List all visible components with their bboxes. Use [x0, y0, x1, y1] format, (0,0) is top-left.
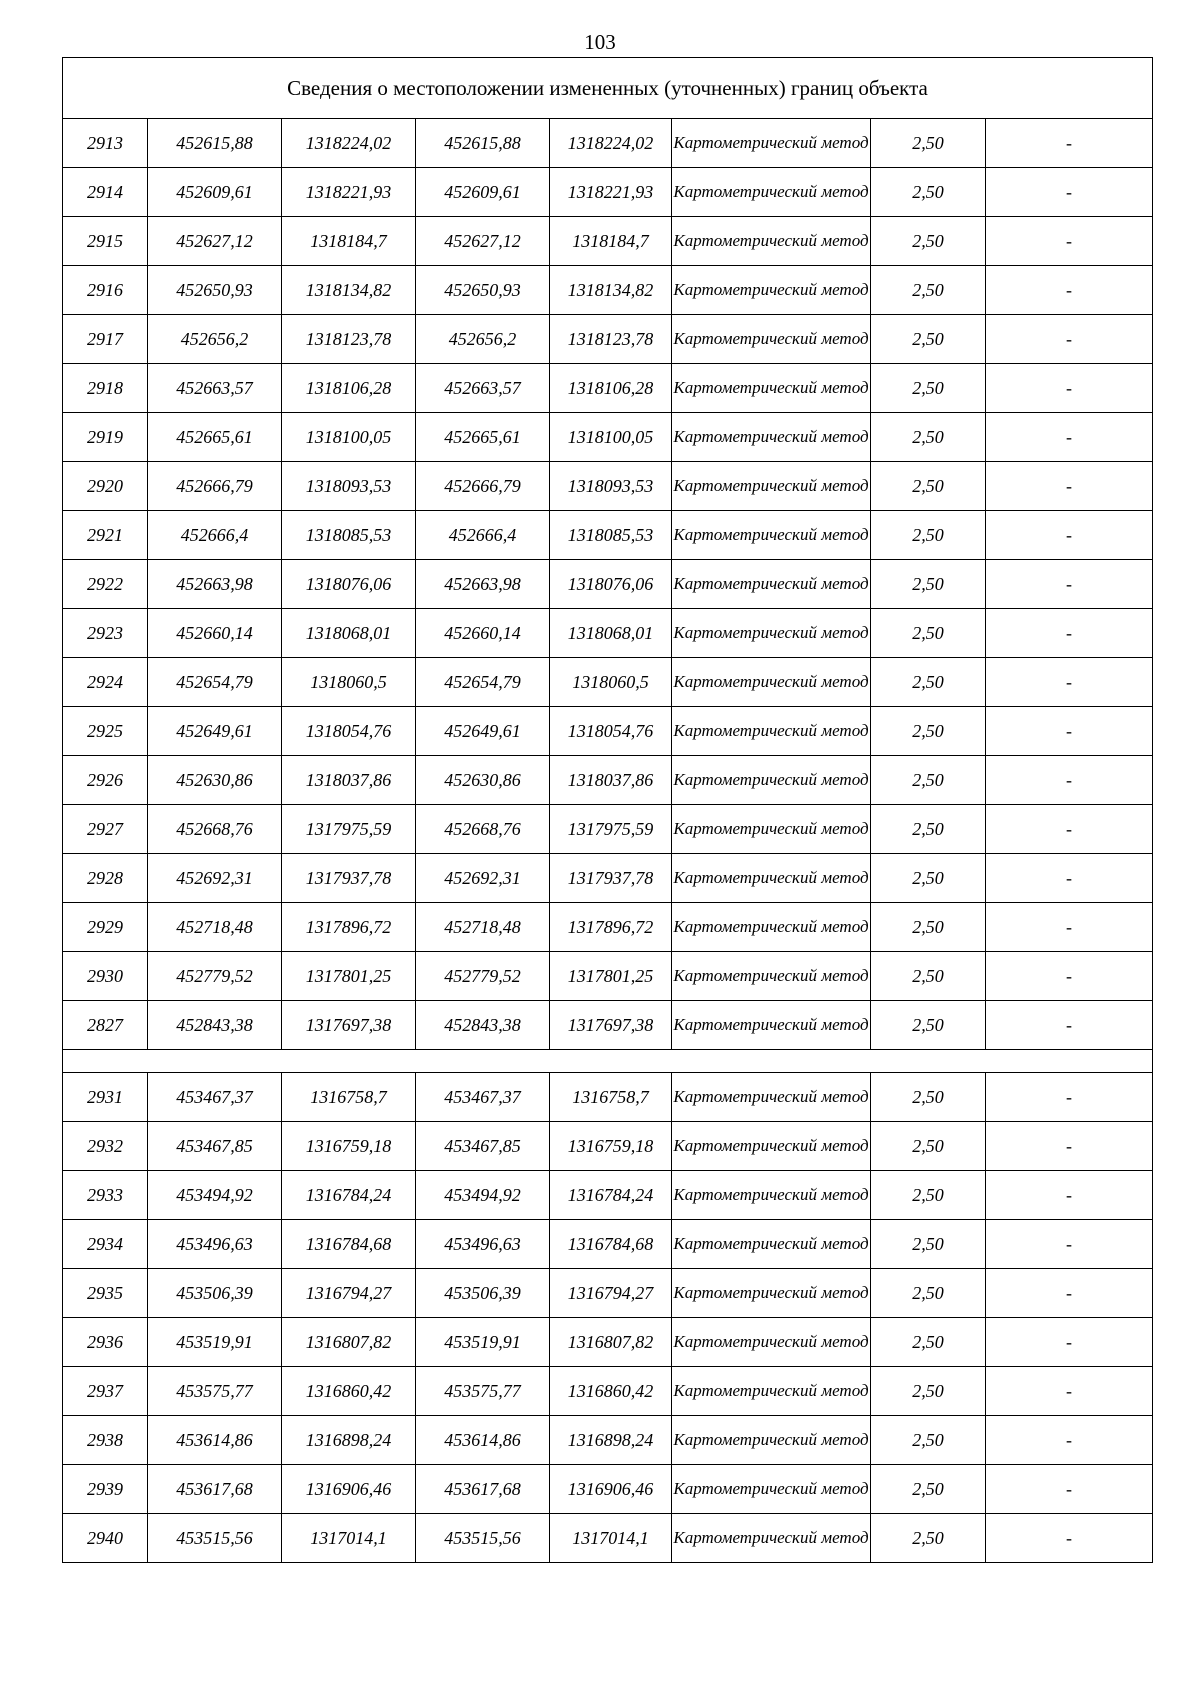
table-row	[63, 462, 1153, 511]
cell-y-new: 1318106,28	[550, 364, 672, 413]
cell-accuracy: 2,50	[871, 1269, 986, 1318]
cell-description: -	[986, 266, 1153, 315]
cell-point-number: 2931	[63, 1073, 148, 1122]
cell-x-existing: 453494,92	[148, 1171, 282, 1220]
cell-accuracy: 2,50	[871, 1514, 986, 1563]
cell-method: Картометрический метод	[672, 1073, 871, 1122]
cell-y-new: 1316807,82	[550, 1318, 672, 1367]
cell-x-existing: 452650,93	[148, 266, 282, 315]
group-separator-row	[63, 1050, 1153, 1073]
table-row	[63, 1416, 1153, 1465]
cell-accuracy: 2,50	[871, 1122, 986, 1171]
cell-method: Картометрический метод	[672, 119, 871, 168]
cell-y-new: 1318076,06	[550, 560, 672, 609]
cell-x-existing: 453496,63	[148, 1220, 282, 1269]
cell-y-new: 1316784,24	[550, 1171, 672, 1220]
cell-point-number: 2932	[63, 1122, 148, 1171]
cell-y-new: 1318134,82	[550, 266, 672, 315]
cell-method: Картометрический метод	[672, 903, 871, 952]
cell-y-existing: 1318123,78	[282, 315, 416, 364]
cell-y-new: 1317896,72	[550, 903, 672, 952]
cell-point-number: 2923	[63, 609, 148, 658]
cell-y-existing: 1316758,7	[282, 1073, 416, 1122]
cell-y-new: 1316898,24	[550, 1416, 672, 1465]
group-separator-cell	[63, 1050, 1153, 1073]
cell-y-existing: 1317697,38	[282, 1001, 416, 1050]
cell-y-new: 1318224,02	[550, 119, 672, 168]
cell-y-new: 1316784,68	[550, 1220, 672, 1269]
table-row	[63, 1001, 1153, 1050]
cell-y-new: 1318060,5	[550, 658, 672, 707]
cell-method: Картометрический метод	[672, 413, 871, 462]
cell-description: -	[986, 854, 1153, 903]
cell-x-existing: 452656,2	[148, 315, 282, 364]
cell-y-existing: 1318054,76	[282, 707, 416, 756]
cell-description: -	[986, 1416, 1153, 1465]
cell-y-new: 1318054,76	[550, 707, 672, 756]
cell-method: Картометрический метод	[672, 1220, 871, 1269]
cell-point-number: 2916	[63, 266, 148, 315]
cell-description: -	[986, 462, 1153, 511]
table-row	[63, 168, 1153, 217]
cell-method: Картометрический метод	[672, 266, 871, 315]
cell-x-new: 452660,14	[416, 609, 550, 658]
cell-x-existing: 453467,85	[148, 1122, 282, 1171]
cell-y-new: 1316759,18	[550, 1122, 672, 1171]
cell-point-number: 2929	[63, 903, 148, 952]
cell-method: Картометрический метод	[672, 854, 871, 903]
cell-method: Картометрический метод	[672, 364, 871, 413]
cell-accuracy: 2,50	[871, 854, 986, 903]
cell-y-new: 1318123,78	[550, 315, 672, 364]
cell-method: Картометрический метод	[672, 658, 871, 707]
table-row	[63, 1465, 1153, 1514]
cell-y-existing: 1318134,82	[282, 266, 416, 315]
cell-y-existing: 1318093,53	[282, 462, 416, 511]
cell-x-new: 452718,48	[416, 903, 550, 952]
cell-point-number: 2914	[63, 168, 148, 217]
cell-x-existing: 452627,12	[148, 217, 282, 266]
table-row	[63, 1073, 1153, 1122]
cell-point-number: 2925	[63, 707, 148, 756]
cell-point-number: 2920	[63, 462, 148, 511]
cell-y-new: 1317697,38	[550, 1001, 672, 1050]
cell-description: -	[986, 707, 1153, 756]
cell-x-new: 452627,12	[416, 217, 550, 266]
table-row	[63, 560, 1153, 609]
cell-x-new: 453496,63	[416, 1220, 550, 1269]
coordinates-table	[62, 57, 1153, 1563]
cell-point-number: 2930	[63, 952, 148, 1001]
cell-point-number: 2928	[63, 854, 148, 903]
cell-x-existing: 453515,56	[148, 1514, 282, 1563]
cell-x-existing: 452665,61	[148, 413, 282, 462]
cell-x-existing: 452615,88	[148, 119, 282, 168]
cell-x-new: 452663,57	[416, 364, 550, 413]
table-title-row	[63, 58, 1153, 119]
cell-point-number: 2917	[63, 315, 148, 364]
table-row	[63, 364, 1153, 413]
cell-point-number: 2915	[63, 217, 148, 266]
cell-y-new: 1318221,93	[550, 168, 672, 217]
cell-x-new: 452609,61	[416, 168, 550, 217]
cell-x-existing: 452692,31	[148, 854, 282, 903]
cell-point-number: 2827	[63, 1001, 148, 1050]
cell-description: -	[986, 1073, 1153, 1122]
cell-point-number: 2937	[63, 1367, 148, 1416]
cell-y-existing: 1316759,18	[282, 1122, 416, 1171]
table-row	[63, 1122, 1153, 1171]
cell-accuracy: 2,50	[871, 266, 986, 315]
cell-method: Картометрический метод	[672, 1416, 871, 1465]
cell-y-new: 1316758,7	[550, 1073, 672, 1122]
cell-y-existing: 1316794,27	[282, 1269, 416, 1318]
cell-x-existing: 453614,86	[148, 1416, 282, 1465]
cell-y-new: 1317937,78	[550, 854, 672, 903]
cell-method: Картометрический метод	[672, 168, 871, 217]
cell-x-new: 452663,98	[416, 560, 550, 609]
cell-accuracy: 2,50	[871, 1318, 986, 1367]
cell-accuracy: 2,50	[871, 609, 986, 658]
cell-point-number: 2926	[63, 756, 148, 805]
cell-y-new: 1318100,05	[550, 413, 672, 462]
cell-x-new: 453515,56	[416, 1514, 550, 1563]
cell-x-new: 453494,92	[416, 1171, 550, 1220]
cell-description: -	[986, 560, 1153, 609]
cell-x-existing: 452663,57	[148, 364, 282, 413]
cell-x-new: 452630,86	[416, 756, 550, 805]
cell-y-existing: 1317014,1	[282, 1514, 416, 1563]
cell-accuracy: 2,50	[871, 168, 986, 217]
cell-x-existing: 453467,37	[148, 1073, 282, 1122]
cell-point-number: 2927	[63, 805, 148, 854]
cell-description: -	[986, 609, 1153, 658]
table-row	[63, 119, 1153, 168]
cell-y-existing: 1317975,59	[282, 805, 416, 854]
cell-accuracy: 2,50	[871, 903, 986, 952]
cell-y-new: 1316906,46	[550, 1465, 672, 1514]
cell-x-new: 452656,2	[416, 315, 550, 364]
cell-accuracy: 2,50	[871, 1416, 986, 1465]
cell-method: Картометрический метод	[672, 217, 871, 266]
cell-description: -	[986, 658, 1153, 707]
cell-x-existing: 452779,52	[148, 952, 282, 1001]
cell-point-number: 2922	[63, 560, 148, 609]
cell-accuracy: 2,50	[871, 1367, 986, 1416]
table-row	[63, 854, 1153, 903]
cell-y-new: 1318093,53	[550, 462, 672, 511]
cell-y-existing: 1318085,53	[282, 511, 416, 560]
cell-description: -	[986, 119, 1153, 168]
cell-x-existing: 452666,4	[148, 511, 282, 560]
page-number: 103	[584, 30, 616, 54]
cell-description: -	[986, 511, 1153, 560]
cell-method: Картометрический метод	[672, 609, 871, 658]
cell-description: -	[986, 952, 1153, 1001]
table-row	[63, 903, 1153, 952]
cell-x-existing: 452630,86	[148, 756, 282, 805]
cell-accuracy: 2,50	[871, 560, 986, 609]
cell-accuracy: 2,50	[871, 805, 986, 854]
cell-point-number: 2933	[63, 1171, 148, 1220]
cell-x-existing: 452609,61	[148, 168, 282, 217]
cell-x-existing: 452654,79	[148, 658, 282, 707]
cell-y-existing: 1316807,82	[282, 1318, 416, 1367]
cell-y-existing: 1318060,5	[282, 658, 416, 707]
cell-method: Картометрический метод	[672, 1318, 871, 1367]
table-row	[63, 658, 1153, 707]
cell-description: -	[986, 1171, 1153, 1220]
cell-y-new: 1318184,7	[550, 217, 672, 266]
cell-point-number: 2924	[63, 658, 148, 707]
cell-x-existing: 453617,68	[148, 1465, 282, 1514]
table-row	[63, 413, 1153, 462]
cell-method: Картометрический метод	[672, 1465, 871, 1514]
cell-description: -	[986, 903, 1153, 952]
cell-accuracy: 2,50	[871, 511, 986, 560]
cell-accuracy: 2,50	[871, 217, 986, 266]
cell-description: -	[986, 1122, 1153, 1171]
table-row	[63, 707, 1153, 756]
cell-accuracy: 2,50	[871, 462, 986, 511]
cell-y-new: 1317801,25	[550, 952, 672, 1001]
table-row	[63, 315, 1153, 364]
cell-y-existing: 1317937,78	[282, 854, 416, 903]
cell-y-new: 1317975,59	[550, 805, 672, 854]
cell-accuracy: 2,50	[871, 1220, 986, 1269]
cell-y-new: 1316794,27	[550, 1269, 672, 1318]
cell-x-existing: 452649,61	[148, 707, 282, 756]
table-row	[63, 1318, 1153, 1367]
table-row	[63, 1514, 1153, 1563]
cell-x-new: 453519,91	[416, 1318, 550, 1367]
cell-y-existing: 1318106,28	[282, 364, 416, 413]
cell-method: Картометрический метод	[672, 952, 871, 1001]
cell-x-new: 453575,77	[416, 1367, 550, 1416]
cell-x-new: 452666,79	[416, 462, 550, 511]
cell-x-new: 453506,39	[416, 1269, 550, 1318]
cell-description: -	[986, 1514, 1153, 1563]
cell-x-new: 452843,38	[416, 1001, 550, 1050]
cell-description: -	[986, 1367, 1153, 1416]
cell-y-existing: 1318100,05	[282, 413, 416, 462]
cell-description: -	[986, 315, 1153, 364]
cell-x-new: 453467,37	[416, 1073, 550, 1122]
cell-method: Картометрический метод	[672, 462, 871, 511]
cell-point-number: 2918	[63, 364, 148, 413]
table-row	[63, 1220, 1153, 1269]
cell-x-existing: 453575,77	[148, 1367, 282, 1416]
cell-x-existing: 452663,98	[148, 560, 282, 609]
cell-method: Картометрический метод	[672, 707, 871, 756]
cell-x-existing: 452660,14	[148, 609, 282, 658]
cell-x-new: 453617,68	[416, 1465, 550, 1514]
table-row	[63, 266, 1153, 315]
cell-accuracy: 2,50	[871, 707, 986, 756]
cell-x-new: 452665,61	[416, 413, 550, 462]
cell-x-existing: 452668,76	[148, 805, 282, 854]
table-row	[63, 952, 1153, 1001]
cell-description: -	[986, 1220, 1153, 1269]
table-row	[63, 756, 1153, 805]
cell-point-number: 2935	[63, 1269, 148, 1318]
cell-method: Картометрический метод	[672, 560, 871, 609]
cell-description: -	[986, 1465, 1153, 1514]
cell-method: Картометрический метод	[672, 756, 871, 805]
cell-accuracy: 2,50	[871, 315, 986, 364]
cell-accuracy: 2,50	[871, 119, 986, 168]
table-row	[63, 1171, 1153, 1220]
cell-description: -	[986, 413, 1153, 462]
cell-y-existing: 1318076,06	[282, 560, 416, 609]
cell-x-new: 452779,52	[416, 952, 550, 1001]
cell-x-new: 452615,88	[416, 119, 550, 168]
cell-y-existing: 1316784,24	[282, 1171, 416, 1220]
cell-method: Картометрический метод	[672, 1122, 871, 1171]
cell-x-new: 452668,76	[416, 805, 550, 854]
cell-description: -	[986, 1001, 1153, 1050]
cell-x-existing: 453506,39	[148, 1269, 282, 1318]
cell-point-number: 2938	[63, 1416, 148, 1465]
cell-accuracy: 2,50	[871, 413, 986, 462]
cell-x-existing: 453519,91	[148, 1318, 282, 1367]
cell-accuracy: 2,50	[871, 952, 986, 1001]
cell-accuracy: 2,50	[871, 756, 986, 805]
cell-point-number: 2921	[63, 511, 148, 560]
cell-point-number: 2919	[63, 413, 148, 462]
cell-description: -	[986, 756, 1153, 805]
cell-method: Картометрический метод	[672, 1001, 871, 1050]
cell-method: Картометрический метод	[672, 1171, 871, 1220]
cell-point-number: 2936	[63, 1318, 148, 1367]
cell-description: -	[986, 168, 1153, 217]
cell-x-existing: 452843,38	[148, 1001, 282, 1050]
cell-x-new: 452650,93	[416, 266, 550, 315]
table-row	[63, 1367, 1153, 1416]
cell-description: -	[986, 217, 1153, 266]
table-row	[63, 217, 1153, 266]
table-row	[63, 805, 1153, 854]
cell-accuracy: 2,50	[871, 1073, 986, 1122]
cell-point-number: 2934	[63, 1220, 148, 1269]
cell-description: -	[986, 1318, 1153, 1367]
cell-method: Картометрический метод	[672, 315, 871, 364]
cell-accuracy: 2,50	[871, 1001, 986, 1050]
cell-point-number: 2940	[63, 1514, 148, 1563]
cell-x-existing: 452666,79	[148, 462, 282, 511]
table-body	[63, 58, 1153, 1563]
cell-y-existing: 1316906,46	[282, 1465, 416, 1514]
cell-y-existing: 1317801,25	[282, 952, 416, 1001]
cell-x-new: 452692,31	[416, 854, 550, 903]
cell-y-existing: 1318068,01	[282, 609, 416, 658]
cell-accuracy: 2,50	[871, 1465, 986, 1514]
cell-x-new: 453467,85	[416, 1122, 550, 1171]
cell-accuracy: 2,50	[871, 1171, 986, 1220]
cell-y-existing: 1318224,02	[282, 119, 416, 168]
cell-description: -	[986, 364, 1153, 413]
cell-x-new: 452654,79	[416, 658, 550, 707]
cell-y-existing: 1316860,42	[282, 1367, 416, 1416]
table-row	[63, 1269, 1153, 1318]
cell-method: Картометрический метод	[672, 1514, 871, 1563]
cell-method: Картометрический метод	[672, 1367, 871, 1416]
table-row	[63, 511, 1153, 560]
cell-point-number: 2913	[63, 119, 148, 168]
cell-y-new: 1318037,86	[550, 756, 672, 805]
cell-x-new: 452666,4	[416, 511, 550, 560]
cell-y-existing: 1318184,7	[282, 217, 416, 266]
cell-x-new: 453614,86	[416, 1416, 550, 1465]
cell-method: Картометрический метод	[672, 805, 871, 854]
cell-y-new: 1317014,1	[550, 1514, 672, 1563]
cell-y-new: 1318068,01	[550, 609, 672, 658]
cell-y-existing: 1316784,68	[282, 1220, 416, 1269]
cell-accuracy: 2,50	[871, 364, 986, 413]
cell-description: -	[986, 805, 1153, 854]
cell-y-existing: 1318221,93	[282, 168, 416, 217]
cell-description: -	[986, 1269, 1153, 1318]
table-title: Сведения о местоположении измененных (уточненных) границ объекта	[63, 58, 1153, 119]
cell-y-existing: 1318037,86	[282, 756, 416, 805]
cell-accuracy: 2,50	[871, 658, 986, 707]
cell-method: Картометрический метод	[672, 1269, 871, 1318]
table-row	[63, 609, 1153, 658]
cell-y-existing: 1317896,72	[282, 903, 416, 952]
cell-point-number: 2939	[63, 1465, 148, 1514]
cell-x-existing: 452718,48	[148, 903, 282, 952]
cell-y-new: 1318085,53	[550, 511, 672, 560]
cell-x-new: 452649,61	[416, 707, 550, 756]
cell-y-existing: 1316898,24	[282, 1416, 416, 1465]
cell-method: Картометрический метод	[672, 511, 871, 560]
cell-y-new: 1316860,42	[550, 1367, 672, 1416]
